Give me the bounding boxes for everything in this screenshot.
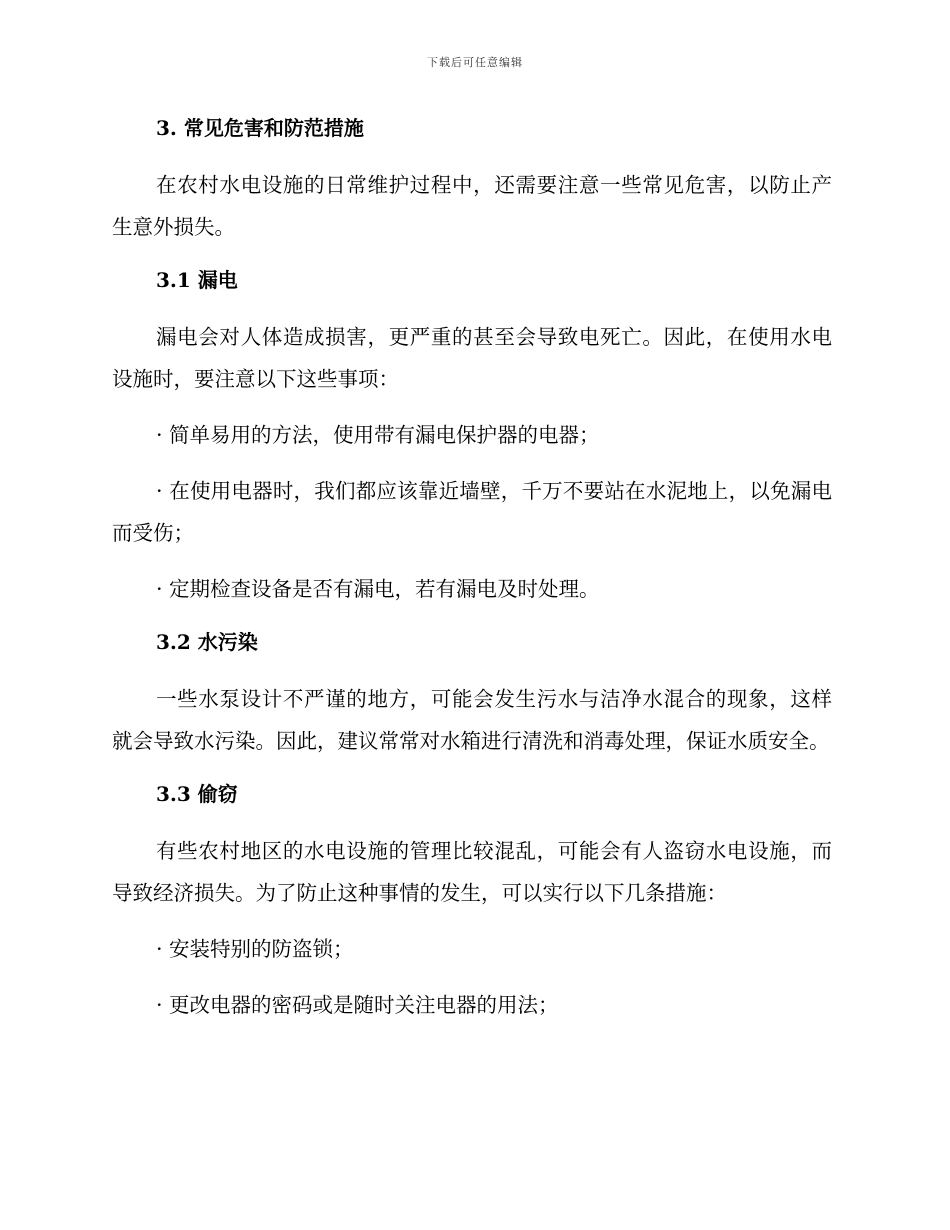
section-3-3-heading: 3.3 偷窃: [156, 782, 238, 806]
section-3-heading: 3. 常见危害和防范措施: [156, 116, 364, 140]
section-3-3-bullet-2: · 更改电器的密码或是随时关注电器的用法；: [156, 993, 559, 1017]
section-3-2-intro: 一些水泵设计不严谨的地方，可能会发生污水与洁净水混合的现象，这样就会导致水污染。因此，建议常常对水箱进行清洗和消毒处理，保证水质安全。: [112, 687, 832, 753]
section-3-intro: 在农村水电设施的日常维护过程中，还需要注意一些常见危害，以防止产生意外损失。: [112, 173, 832, 239]
section-3-1-bullet-2: · 在使用电器时，我们都应该靠近墙壁，千万不要站在水泥地上，以免漏电而受伤；: [112, 479, 832, 545]
section-3-1-bullet-1: · 简单易用的方法，使用带有漏电保护器的电器；: [156, 423, 600, 447]
section-3-2-heading: 3.2 水污染: [156, 630, 258, 654]
section-3-1-intro: 漏电会对人体造成损害，更严重的甚至会导致电死亡。因此，在使用水电设施时，要注意以下这些事项：: [112, 325, 832, 391]
section-3-1-heading: 3.1 漏电: [156, 268, 238, 292]
section-3-1-bullet-3: · 定期检查设备是否有漏电，若有漏电及时处理。: [156, 577, 600, 601]
page-header: 下载后可任意编辑: [427, 56, 523, 69]
section-3-3-bullet-1: · 安装特别的防盗锁；: [156, 937, 354, 961]
section-3-3-intro: 有些农村地区的水电设施的管理比较混乱，可能会有人盗窃水电设施，而导致经济损失。为了防止这种事情的发生，可以实行以下几条措施：: [112, 839, 832, 905]
document-body: [112, 110, 832, 1040]
